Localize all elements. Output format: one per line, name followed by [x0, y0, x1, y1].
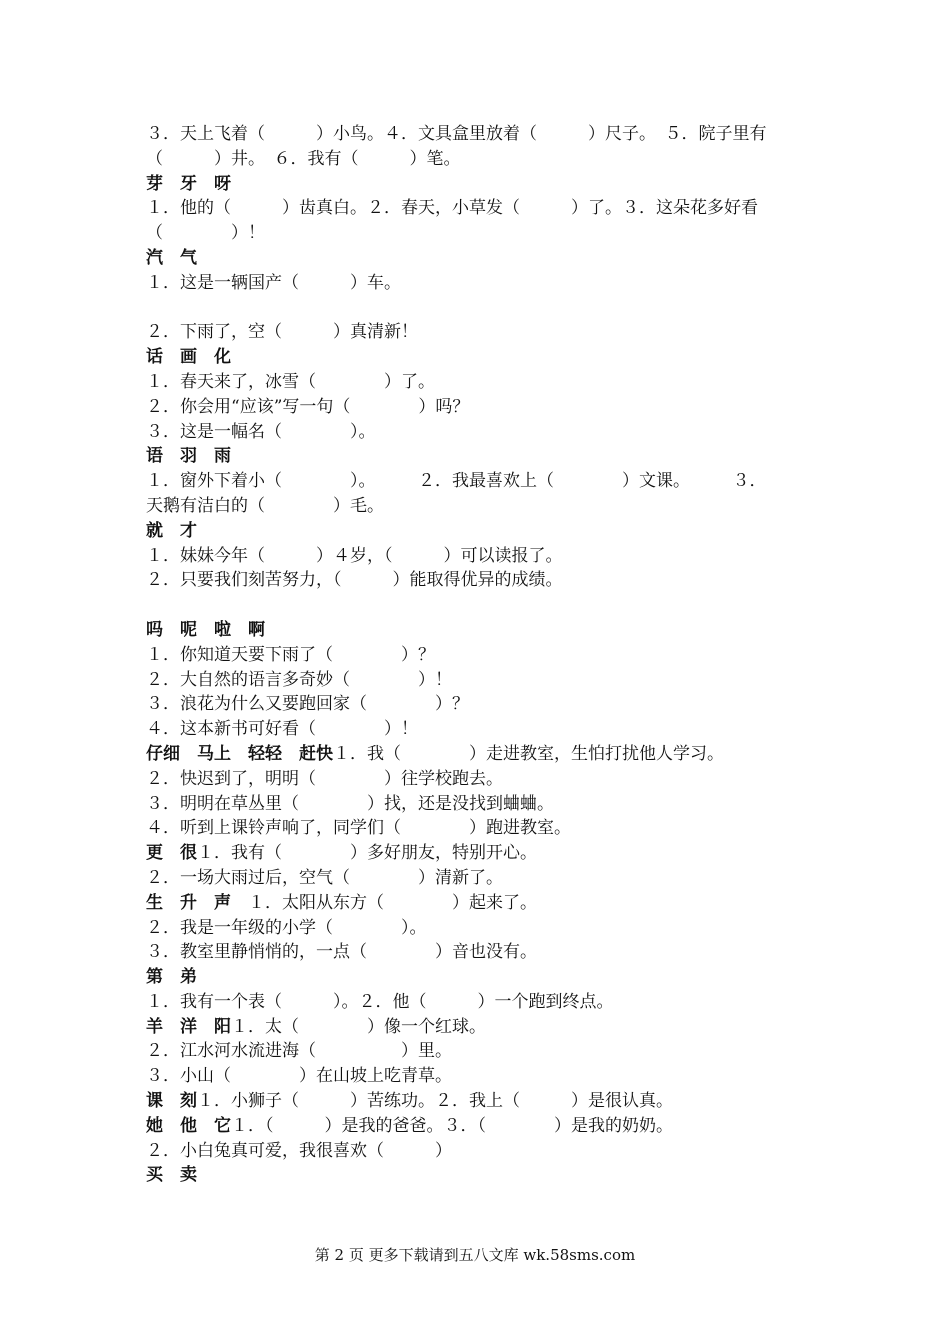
- exercise-text: １．太阳从东方（ ）起来了。: [231, 892, 537, 913]
- word-group-line: [146, 1114, 826, 1139]
- word-group-line: [146, 965, 826, 990]
- word-group-heading: 更 很: [146, 843, 197, 864]
- word-group-heading: 汽 气: [146, 247, 197, 268]
- exercise-line: ２．你会用“应该”写一句（ ）吗？: [146, 396, 470, 417]
- word-group-heading: 仔细 马上 轻轻 赶快: [146, 743, 333, 764]
- exercise-line: ２．小白兔真可爱，我很喜欢（ ）: [146, 1140, 452, 1161]
- word-group-heading: 羊 洋 阳: [146, 1016, 231, 1037]
- word-group-line: [146, 444, 826, 469]
- exercise-line: ３．浪花为什么又要跑回家（ ）？: [146, 694, 469, 715]
- exercise-text: １．小狮子（ ）苦练功。２．我上（ ）是很认真。: [197, 1091, 673, 1112]
- word-group-line: [146, 345, 826, 370]
- exercise-line: ２．只要我们刻苦努力，（ ）能取得优异的成绩。: [146, 570, 563, 591]
- word-group-line: [146, 172, 826, 197]
- exercise-line: １．我有一个表（ ）。２．他（ ）一个跑到终点。: [146, 991, 614, 1012]
- word-group-line: [146, 841, 826, 866]
- exercise-line: （ ）！: [146, 223, 265, 244]
- exercise-line: 天鹅有洁白的（ ）毛。: [146, 495, 384, 516]
- exercise-text: １．我（ ）走进教室，生怕打扰他人学习。: [333, 743, 724, 764]
- exercise-text: １．我有（ ）多好朋友，特别开心。: [197, 843, 537, 864]
- exercise-line: １．他的（ ）齿真白。２．春天，小草发（ ）了。３．这朵花多好看: [146, 198, 758, 219]
- exercise-line: １．春天来了，冰雪（ ）了。: [146, 371, 435, 392]
- word-group-heading: 课 刻: [146, 1091, 197, 1112]
- exercise-line: １．这是一辆国产（ ）车。: [146, 272, 401, 293]
- exercise-line: ３．教室里静悄悄的，一点（ ）音也没有。: [146, 942, 537, 963]
- word-group-line: [146, 519, 826, 544]
- exercise-line: ２．一场大雨过后，空气（ ）清新了。: [146, 867, 503, 888]
- word-group-heading: 生 升 声: [146, 892, 231, 913]
- exercise-line: ３．小山（ ）在山坡上吃青草。: [146, 1066, 452, 1087]
- word-group-heading: 话 画 化: [146, 347, 231, 368]
- word-group-line: [146, 742, 826, 767]
- word-group-heading: 吗 呢 啦 啊: [146, 619, 265, 640]
- word-group-line: [146, 618, 826, 643]
- exercise-line: ２．大自然的语言多奇妙（ ）！: [146, 669, 452, 690]
- exercise-line: ４．这本新书可好看（ ）！: [146, 719, 418, 740]
- word-group-line: [146, 246, 826, 271]
- word-group-line: [146, 891, 826, 916]
- exercise-line: ２．下雨了，空（ ）真清新！: [146, 322, 418, 343]
- word-group-heading: 买 卖: [146, 1165, 197, 1186]
- word-group-line: [146, 1163, 826, 1188]
- word-group-heading: 语 羽 雨: [146, 446, 231, 467]
- exercise-line: ３．明明在草丛里（ ）找，还是没找到蛐蛐。: [146, 793, 554, 814]
- exercise-line: （ ）井。 ６．我有（ ）笔。: [146, 148, 461, 169]
- exercise-line: １．窗外下着小（ ）。 ２．我最喜欢上（ ）文课。 ３．: [146, 471, 767, 492]
- exercise-text: １．（ ）是我的爸爸。３．（ ）是我的奶奶。: [231, 1115, 673, 1136]
- exercise-line: ２．江水河水流进海（ ）里。: [146, 1041, 452, 1062]
- page-footer: 第 2 页 更多下载请到五八文库 wk.58sms.com: [314, 1246, 636, 1264]
- word-group-line: [146, 1015, 826, 1040]
- exercise-line: １．妹妹今年（ ）４岁，（ ）可以读报了。: [146, 545, 563, 566]
- word-group-heading: 芽 牙 呀: [146, 173, 231, 194]
- exercise-line: ２．快迟到了，明明（ ）往学校跑去。: [146, 768, 503, 789]
- document-body: [146, 122, 826, 1188]
- word-group-heading: 就 才: [146, 520, 197, 541]
- blank-line: [146, 593, 826, 618]
- word-group-heading: 她 他 它: [146, 1115, 231, 1136]
- exercise-line: ３．天上飞着（ ）小鸟。４．文具盒里放着（ ）尺子。 ５．院子里有: [146, 124, 767, 144]
- word-group-heading: 第 弟: [146, 967, 197, 988]
- exercise-line: ４．听到上课铃声响了，同学们（ ）跑进教室。: [146, 818, 571, 839]
- word-group-line: [146, 1089, 826, 1114]
- exercise-line: ３．这是一幅名（ ）。: [146, 421, 376, 442]
- exercise-text: １．太（ ）像一个红球。: [231, 1016, 486, 1037]
- blank-line: [146, 296, 826, 321]
- exercise-line: １．你知道天要下雨了（ ）？: [146, 644, 435, 665]
- exercise-line: ２．我是一年级的小学（ ）。: [146, 917, 427, 938]
